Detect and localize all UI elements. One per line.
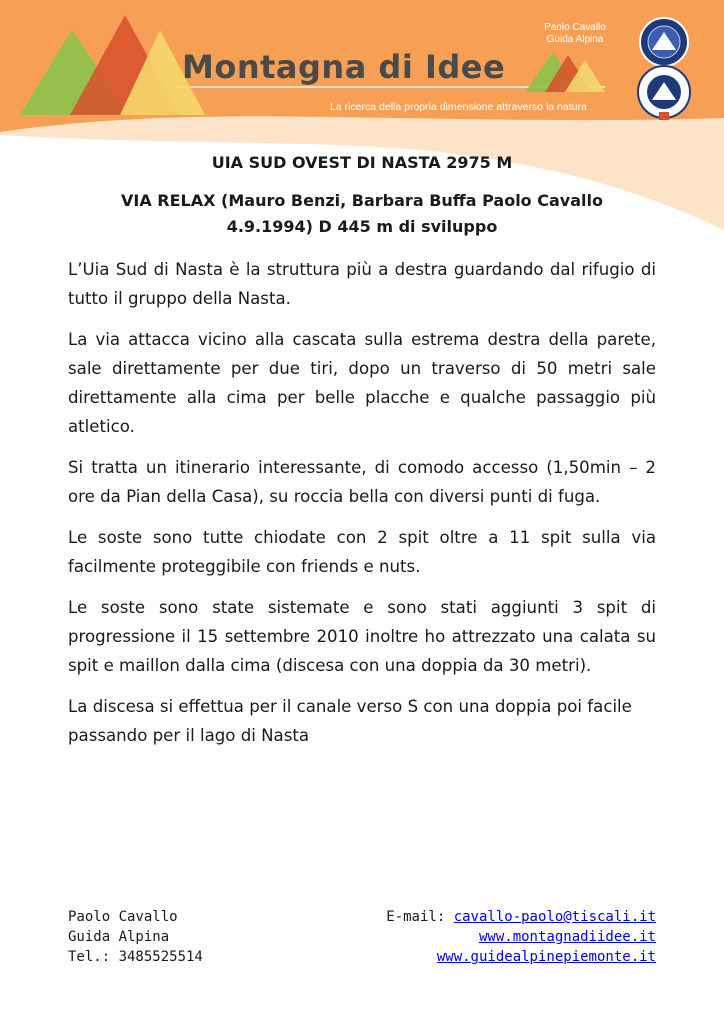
guide-role: Guida Alpina [546, 34, 604, 45]
paragraph: La discesa si effettua per il canale verso S con una doppia poi facile passando per il lago di Nasta [68, 697, 632, 745]
footer-phone: Tel.: 3485525514 [68, 949, 203, 965]
footer-email-line [386, 907, 656, 927]
document-title: UIA SUD OVEST DI NASTA 2975 M [211, 153, 513, 172]
email-label: E-mail: [386, 909, 454, 925]
subtitle-line-2: 4.9.1994) D 445 m di sviluppo [226, 217, 498, 236]
document-body [68, 255, 656, 762]
footer-role: Guida Alpina [68, 929, 170, 945]
guide-signature [520, 22, 630, 46]
collegio-badge-bottom [638, 66, 690, 120]
guide-name: Paolo Cavallo [544, 22, 606, 33]
footer-contact-left [68, 907, 203, 967]
brand-title: Montagna di Idee [182, 48, 506, 86]
footer-contact-right [386, 907, 656, 967]
paragraph: Le soste sono tutte chiodate con 2 spit oltre a 11 spit sulla via facilmente proteggibile con friends e nuts. [68, 528, 656, 576]
subtitle-line-1: VIA RELAX (Mauro Benzi, Barbara Buffa Paolo Cavallo [121, 191, 603, 210]
paragraph: Le soste sono state sistemate e sono stati aggiunti 3 spit di progressione il 15 settembre 2010 inoltre ho attrezzato una calata su spit e maillon dalla cima (discesa con una doppia da 30 metri). [68, 598, 656, 675]
paragraph: La via attacca vicino alla cascata sulla estrema destra della parete, sale direttamente per due tiri, dopo un traverso di 50 metri sale direttamente alla cima per belle placche e qualche passaggio più atletico. [68, 330, 656, 436]
website-link-montagnadiidee[interactable]: www.montagnadiidee.it [478, 929, 656, 945]
tagline: La ricerca della propria dimensione attraverso la natura [330, 101, 587, 113]
paragraph: L’Uia Sud di Nasta è la struttura più a destra guardando dal rifugio di tutto il gruppo della Nasta. [68, 260, 656, 308]
email-link[interactable]: cavallo-paolo@tiscali.it [453, 909, 656, 925]
footer-name: Paolo Cavallo [68, 909, 178, 925]
document-subtitle [60, 188, 664, 240]
guide-badge-top [640, 18, 688, 66]
paragraph: Si tratta un itinerario interessante, di comodo accesso (1,50min – 2 ore da Pian della Casa), su roccia bella con diversi punti di fuga. [68, 458, 656, 506]
website-link-guidealpinepiemonte[interactable]: www.guidealpinepiemonte.it [436, 949, 656, 965]
